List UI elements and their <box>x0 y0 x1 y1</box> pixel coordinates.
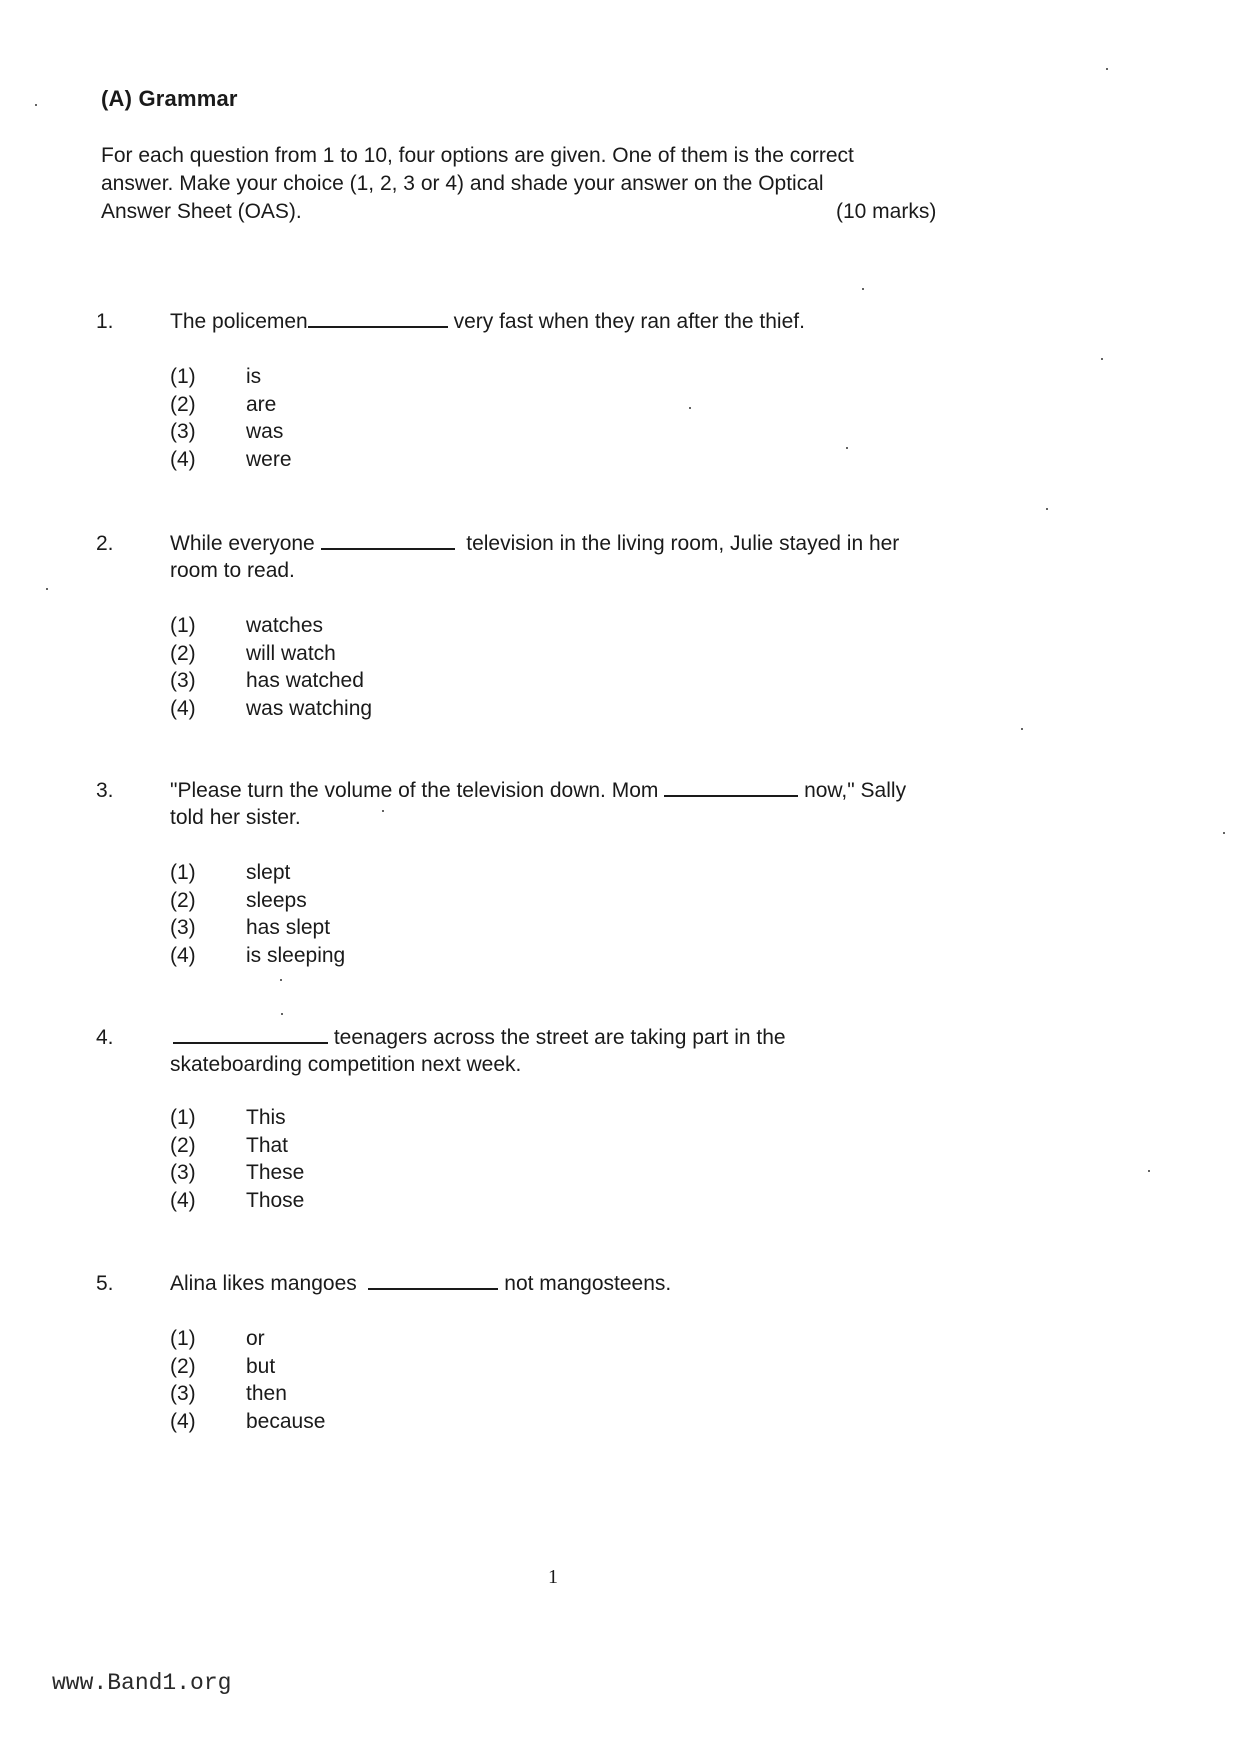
question-text <box>170 308 1020 335</box>
option-text: was watching <box>246 696 373 720</box>
option-number: (2) <box>170 1354 196 1378</box>
scan-speck <box>35 104 37 106</box>
option-item <box>170 887 345 915</box>
option-text: then <box>246 1382 287 1405</box>
option-item <box>170 612 372 640</box>
question-text <box>170 777 1020 831</box>
option-item <box>170 363 292 391</box>
option-number: (4) <box>170 943 196 967</box>
option-number: (1) <box>170 1327 196 1350</box>
option-item <box>170 446 292 474</box>
question-number: 3. <box>96 779 114 802</box>
scan-speck <box>862 288 864 290</box>
option-text: has watched <box>246 669 364 692</box>
option-number: (2) <box>170 641 196 665</box>
option-item <box>170 418 292 446</box>
scan-speck <box>1223 832 1225 834</box>
question-text-line: room to read. <box>170 559 295 582</box>
option-number: (3) <box>170 1382 196 1405</box>
scan-speck <box>46 588 48 590</box>
option-item <box>170 1159 304 1187</box>
option-number: (1) <box>170 861 196 884</box>
options-list <box>170 363 292 473</box>
option-item <box>170 391 292 419</box>
option-text: This <box>246 1106 286 1129</box>
option-text: is sleeping <box>246 943 346 967</box>
option-number: (1) <box>170 365 196 388</box>
option-text: sleeps <box>246 888 307 912</box>
question-text-after: teenagers across the street are taking part in the <box>333 1026 786 1049</box>
option-number: (2) <box>170 888 196 912</box>
option-number: (4) <box>170 447 196 471</box>
question-text <box>170 1024 1020 1078</box>
question-text <box>170 530 1020 584</box>
options-list <box>170 1104 304 1214</box>
answer-blank <box>664 777 798 797</box>
option-text: watches <box>246 614 324 637</box>
option-text: was <box>246 420 284 443</box>
option-item <box>170 859 345 887</box>
scan-speck <box>280 979 282 981</box>
option-text: will watch <box>246 641 336 665</box>
instructions-line: For each question from 1 to 10, four options are given. One of them is the correct <box>101 144 854 167</box>
answer-blank <box>173 1024 328 1044</box>
question-number: 4. <box>96 1026 114 1049</box>
option-item <box>170 1104 304 1132</box>
question-text-after: now," Sally <box>804 779 907 802</box>
option-item <box>170 1187 304 1215</box>
question-number: 5. <box>96 1272 114 1295</box>
question-text-after: not mangosteens. <box>504 1272 672 1295</box>
option-text: That <box>246 1133 289 1157</box>
question-number: 2. <box>96 532 114 555</box>
scan-speck <box>1046 508 1048 510</box>
option-text: These <box>246 1161 305 1184</box>
option-text: or <box>246 1327 265 1350</box>
option-number: (4) <box>170 696 196 720</box>
question-text-before: Alina likes mangoes <box>170 1272 357 1295</box>
option-item <box>170 667 372 695</box>
option-item <box>170 942 345 970</box>
question-text-before: While everyone <box>170 532 315 555</box>
instructions-line: Answer Sheet (OAS). <box>101 200 302 223</box>
instructions <box>101 142 971 226</box>
question-text-before: The policemen <box>170 310 308 333</box>
option-number: (3) <box>170 669 196 692</box>
option-number: (1) <box>170 614 196 637</box>
option-number: (1) <box>170 1106 196 1129</box>
scan-speck <box>846 447 848 449</box>
scan-speck <box>689 407 691 409</box>
option-item <box>170 1353 325 1381</box>
instructions-line: answer. Make your choice (1, 2, 3 or 4) and shade your answer on the Optical <box>101 172 824 195</box>
scan-speck <box>1148 1170 1150 1172</box>
scan-speck <box>382 810 384 812</box>
option-number: (2) <box>170 392 196 416</box>
scan-speck <box>281 1013 283 1015</box>
scan-speck <box>1106 68 1108 70</box>
scan-speck <box>1021 728 1023 730</box>
option-item <box>170 640 372 668</box>
question-text-after: television in the living room, Julie stayed in her <box>466 532 900 555</box>
option-text: were <box>246 447 292 471</box>
scan-speck <box>1101 358 1103 360</box>
answer-blank <box>308 308 448 328</box>
options-list <box>170 859 345 969</box>
option-item <box>170 1380 325 1408</box>
question-text-line: told her sister. <box>170 806 301 829</box>
option-number: (3) <box>170 1161 196 1184</box>
question-text <box>170 1270 1020 1297</box>
option-text: are <box>246 392 277 416</box>
options-list <box>170 1325 325 1435</box>
marks-label: (10 marks) <box>836 200 937 223</box>
option-item <box>170 695 372 723</box>
option-number: (2) <box>170 1133 196 1157</box>
question-text-line: skateboarding competition next week. <box>170 1053 522 1076</box>
option-text: Those <box>246 1188 305 1212</box>
option-number: (4) <box>170 1188 196 1212</box>
option-item <box>170 1132 304 1160</box>
page-number: 1 <box>548 1566 558 1588</box>
options-list <box>170 612 372 722</box>
option-number: (3) <box>170 420 196 443</box>
option-number: (4) <box>170 1409 196 1433</box>
option-item <box>170 914 345 942</box>
answer-blank <box>368 1270 498 1290</box>
section-title: (A) Grammar <box>101 86 238 111</box>
option-item <box>170 1408 325 1436</box>
option-number: (3) <box>170 916 196 939</box>
question-number: 1. <box>96 310 114 333</box>
option-text: because <box>246 1409 326 1433</box>
footer-url: www.Band1.org <box>52 1670 232 1696</box>
question-text-after: very fast when they ran after the thief. <box>453 310 805 333</box>
option-text: has slept <box>246 916 331 939</box>
question-text-before: "Please turn the volume of the television down. Mom <box>170 779 659 802</box>
option-item <box>170 1325 325 1353</box>
option-text: but <box>246 1354 276 1378</box>
option-text: is <box>246 365 262 388</box>
answer-blank <box>321 530 455 550</box>
option-text: slept <box>246 861 291 884</box>
